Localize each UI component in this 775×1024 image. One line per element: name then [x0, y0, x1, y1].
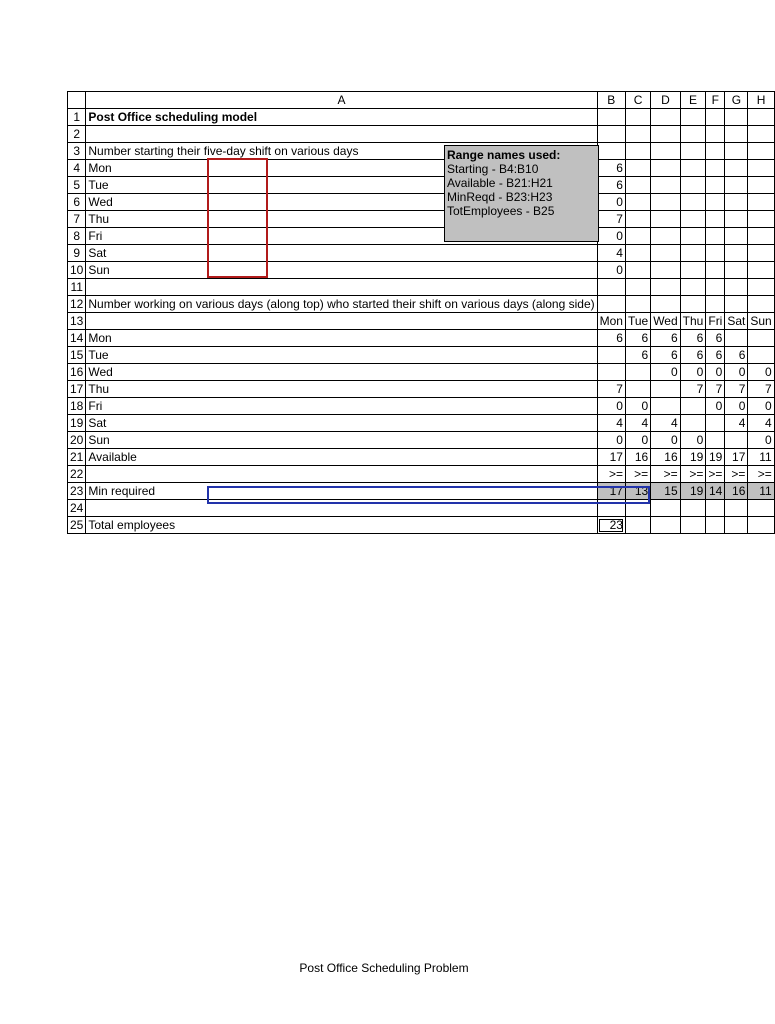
cell-value[interactable]: 0: [625, 432, 650, 449]
cell-value[interactable]: 0: [706, 364, 725, 381]
cell-value[interactable]: [625, 296, 650, 313]
cell-value[interactable]: [706, 177, 725, 194]
cell-label[interactable]: Available: [86, 449, 597, 466]
cell-label[interactable]: Post Office scheduling model: [86, 109, 597, 126]
cell-value[interactable]: [651, 279, 680, 296]
cell-value[interactable]: Wed: [651, 313, 680, 330]
sheet-row: [68, 347, 775, 364]
cell-value[interactable]: Sat: [725, 313, 748, 330]
cell-value[interactable]: 4: [625, 415, 650, 432]
cell-label[interactable]: Fri: [86, 398, 597, 415]
cell-value[interactable]: 11: [748, 483, 774, 500]
cell-label[interactable]: Min required: [86, 483, 597, 500]
cell-value[interactable]: [597, 279, 625, 296]
cell-value[interactable]: 0: [725, 364, 748, 381]
cell-value[interactable]: 0: [597, 398, 625, 415]
cell-value[interactable]: 6: [706, 330, 725, 347]
cell-value[interactable]: 6: [597, 330, 625, 347]
cell-value[interactable]: 0: [680, 364, 706, 381]
cell-value[interactable]: 6: [597, 160, 625, 177]
cell-value[interactable]: 0: [597, 262, 625, 279]
row-number[interactable]: 24: [68, 500, 86, 517]
cell-value[interactable]: [706, 415, 725, 432]
cell-value[interactable]: 17: [597, 483, 625, 500]
sheet-row: [68, 381, 775, 398]
cell-value[interactable]: 0: [725, 398, 748, 415]
cell-label[interactable]: [86, 500, 597, 517]
row-number[interactable]: 6: [68, 194, 86, 211]
column-header[interactable]: B: [597, 92, 625, 109]
range-note-line: MinReqd - B23:H23: [447, 190, 553, 204]
cell-value[interactable]: [725, 262, 748, 279]
cell-value[interactable]: [625, 126, 650, 143]
column-header[interactable]: F: [706, 92, 725, 109]
cell-value[interactable]: 7: [706, 381, 725, 398]
cell-value[interactable]: 16: [625, 449, 650, 466]
cell-value[interactable]: [706, 126, 725, 143]
cell-value[interactable]: [748, 347, 774, 364]
row-number[interactable]: 4: [68, 160, 86, 177]
cell-value[interactable]: [597, 500, 625, 517]
cell-value[interactable]: [748, 143, 774, 160]
cell-value[interactable]: [748, 262, 774, 279]
sheet-row: [68, 109, 775, 126]
cell-value[interactable]: 23: [597, 517, 625, 534]
column-header[interactable]: H: [748, 92, 774, 109]
cell-value[interactable]: [680, 143, 706, 160]
cell-value[interactable]: [597, 296, 625, 313]
cell-value[interactable]: [625, 279, 650, 296]
sheet-row: [68, 432, 775, 449]
cell-value[interactable]: [625, 194, 650, 211]
cell-value[interactable]: [651, 296, 680, 313]
row-number[interactable]: 1: [68, 109, 86, 126]
cell-value[interactable]: [725, 517, 748, 534]
cell-value[interactable]: [625, 160, 650, 177]
cell-value[interactable]: [706, 194, 725, 211]
cell-label[interactable]: [86, 279, 597, 296]
cell-label[interactable]: Wed: [86, 364, 597, 381]
cell-value[interactable]: [625, 364, 650, 381]
sheet-row: [68, 466, 775, 483]
cell-value[interactable]: [748, 126, 774, 143]
cell-label[interactable]: Sat: [86, 415, 597, 432]
cell-value[interactable]: [680, 160, 706, 177]
cell-value[interactable]: 14: [706, 483, 725, 500]
cell-value[interactable]: [625, 143, 650, 160]
column-header[interactable]: C: [625, 92, 650, 109]
cell-label[interactable]: Tue: [86, 347, 597, 364]
sheet-row: [68, 364, 775, 381]
cell-value[interactable]: [625, 177, 650, 194]
cell-label[interactable]: Mon: [86, 330, 597, 347]
cell-value[interactable]: [748, 279, 774, 296]
cell-value[interactable]: [725, 143, 748, 160]
row-number[interactable]: 7: [68, 211, 86, 228]
cell-value[interactable]: 4: [651, 415, 680, 432]
cell-value[interactable]: [651, 228, 680, 245]
cell-label[interactable]: Sat: [86, 245, 597, 262]
cell-value[interactable]: [706, 109, 725, 126]
cell-value[interactable]: [725, 177, 748, 194]
range-note-title: Range names used:: [447, 148, 561, 162]
cell-value[interactable]: [651, 177, 680, 194]
cell-value[interactable]: [651, 126, 680, 143]
cell-value[interactable]: 7: [597, 211, 625, 228]
cell-value[interactable]: [748, 296, 774, 313]
cell-value[interactable]: 7: [748, 381, 774, 398]
cell-value[interactable]: [651, 109, 680, 126]
row-number[interactable]: 2: [68, 126, 86, 143]
cell-value[interactable]: [725, 330, 748, 347]
cell-value[interactable]: 13: [625, 483, 650, 500]
row-number[interactable]: 25: [68, 517, 86, 534]
cell-value[interactable]: [651, 194, 680, 211]
cell-value[interactable]: [680, 228, 706, 245]
cell-value[interactable]: 4: [597, 415, 625, 432]
row-number[interactable]: 19: [68, 415, 86, 432]
cell-value[interactable]: 4: [597, 245, 625, 262]
column-header-row: [68, 92, 775, 109]
sheet-row: [68, 194, 775, 211]
cell-value[interactable]: [748, 177, 774, 194]
cell-value[interactable]: >=: [725, 466, 748, 483]
sheet-row: [68, 449, 775, 466]
cell-value[interactable]: [748, 109, 774, 126]
cell-value[interactable]: [680, 177, 706, 194]
cell-value[interactable]: [706, 517, 725, 534]
cell-value[interactable]: 4: [748, 415, 774, 432]
cell-value[interactable]: [725, 211, 748, 228]
sheet-row: [68, 279, 775, 296]
cell-value[interactable]: 7: [725, 381, 748, 398]
cell-value[interactable]: 16: [725, 483, 748, 500]
row-number[interactable]: 23: [68, 483, 86, 500]
cell-value[interactable]: [748, 194, 774, 211]
cell-label[interactable]: Thu: [86, 381, 597, 398]
cell-value[interactable]: [680, 415, 706, 432]
cell-value[interactable]: 19: [680, 483, 706, 500]
cell-value[interactable]: Thu: [680, 313, 706, 330]
cell-value[interactable]: [625, 109, 650, 126]
cell-value[interactable]: [597, 143, 625, 160]
cell-value[interactable]: 19: [680, 449, 706, 466]
cell-value[interactable]: [651, 381, 680, 398]
row-number[interactable]: 15: [68, 347, 86, 364]
cell-value[interactable]: 0: [625, 398, 650, 415]
cell-value[interactable]: [651, 262, 680, 279]
sheet-row: [68, 296, 775, 313]
cell-value[interactable]: 17: [725, 449, 748, 466]
cell-value[interactable]: [597, 126, 625, 143]
cell-label[interactable]: Mon: [86, 160, 597, 177]
cell-value[interactable]: [651, 398, 680, 415]
sheet-row: [68, 160, 775, 177]
cell-value[interactable]: [748, 500, 774, 517]
row-number[interactable]: 12: [68, 296, 86, 313]
cell-value[interactable]: [706, 262, 725, 279]
cell-value[interactable]: [680, 262, 706, 279]
cell-value[interactable]: [597, 109, 625, 126]
cell-value[interactable]: [680, 500, 706, 517]
cell-value[interactable]: [625, 517, 650, 534]
cell-value[interactable]: [680, 245, 706, 262]
cell-value[interactable]: [706, 160, 725, 177]
cell-label[interactable]: Fri: [86, 228, 597, 245]
cell-value[interactable]: [748, 245, 774, 262]
cell-label[interactable]: Sun: [86, 262, 597, 279]
cell-value[interactable]: [680, 194, 706, 211]
sheet-row: [68, 143, 775, 160]
sheet-row: [68, 330, 775, 347]
cell-value[interactable]: 0: [748, 432, 774, 449]
cell-value[interactable]: 0: [706, 398, 725, 415]
cell-value[interactable]: 16: [651, 449, 680, 466]
sheet-row: [68, 415, 775, 432]
cell-value[interactable]: [597, 347, 625, 364]
row-number[interactable]: 14: [68, 330, 86, 347]
cell-value[interactable]: [706, 296, 725, 313]
cell-value[interactable]: Sun: [748, 313, 774, 330]
row-number[interactable]: 10: [68, 262, 86, 279]
cell-value[interactable]: [625, 500, 650, 517]
cell-value[interactable]: [651, 500, 680, 517]
cell-value[interactable]: [725, 160, 748, 177]
cell-value[interactable]: [680, 398, 706, 415]
row-number[interactable]: 5: [68, 177, 86, 194]
cell-label[interactable]: [86, 126, 597, 143]
sheet-row: [68, 228, 775, 245]
cell-value[interactable]: 6: [651, 330, 680, 347]
cell-value[interactable]: 6: [651, 347, 680, 364]
sheet-body: [68, 109, 775, 534]
cell-value[interactable]: [725, 126, 748, 143]
cell-value[interactable]: 7: [680, 381, 706, 398]
cell-label[interactable]: Total employees: [86, 517, 597, 534]
corner-cell[interactable]: [68, 92, 86, 109]
row-number[interactable]: 8: [68, 228, 86, 245]
cell-value[interactable]: 6: [680, 330, 706, 347]
sheet-row: [68, 313, 775, 330]
cell-label[interactable]: Thu: [86, 211, 597, 228]
cell-value[interactable]: 0: [597, 228, 625, 245]
cell-value[interactable]: 7: [597, 381, 625, 398]
row-number[interactable]: 22: [68, 466, 86, 483]
range-names-note: [444, 145, 599, 242]
cell-value[interactable]: [725, 279, 748, 296]
range-note-line: TotEmployees - B25: [447, 204, 555, 218]
cell-value[interactable]: Fri: [706, 313, 725, 330]
cell-value[interactable]: [706, 143, 725, 160]
cell-value[interactable]: >=: [706, 466, 725, 483]
cell-value[interactable]: >=: [597, 466, 625, 483]
sheet-row: [68, 500, 775, 517]
column-header[interactable]: D: [651, 92, 680, 109]
cell-label[interactable]: Tue: [86, 177, 597, 194]
sheet-row: [68, 211, 775, 228]
cell-label[interactable]: [86, 313, 597, 330]
cell-label[interactable]: Number working on various days (along top) who started their shift on various days (along side): [86, 296, 597, 313]
cell-value[interactable]: [725, 500, 748, 517]
cell-value[interactable]: [625, 228, 650, 245]
cell-value[interactable]: [680, 296, 706, 313]
page-footer: Post Office Scheduling Problem: [299, 961, 469, 975]
cell-value[interactable]: >=: [748, 466, 774, 483]
cell-value[interactable]: 6: [706, 347, 725, 364]
row-number[interactable]: 9: [68, 245, 86, 262]
cell-value[interactable]: [748, 211, 774, 228]
sheet-row: [68, 126, 775, 143]
cell-value[interactable]: [725, 228, 748, 245]
column-header[interactable]: E: [680, 92, 706, 109]
sheet-row: [68, 398, 775, 415]
cell-value[interactable]: 4: [725, 415, 748, 432]
cell-label[interactable]: Number starting their five-day shift on various days: [86, 143, 597, 160]
cell-value[interactable]: [748, 228, 774, 245]
cell-value[interactable]: 15: [651, 483, 680, 500]
cell-value[interactable]: [748, 330, 774, 347]
cell-value[interactable]: [651, 160, 680, 177]
cell-value[interactable]: [725, 296, 748, 313]
cell-value[interactable]: [680, 279, 706, 296]
cell-value[interactable]: 0: [597, 194, 625, 211]
cell-value[interactable]: [706, 500, 725, 517]
cell-label[interactable]: Sun: [86, 432, 597, 449]
cell-value[interactable]: [651, 211, 680, 228]
cell-value[interactable]: [706, 279, 725, 296]
cell-value[interactable]: [651, 245, 680, 262]
cell-value[interactable]: [625, 262, 650, 279]
cell-value[interactable]: [597, 364, 625, 381]
cell-value[interactable]: >=: [625, 466, 650, 483]
cell-value[interactable]: [706, 245, 725, 262]
cell-value[interactable]: [651, 143, 680, 160]
column-header[interactable]: A: [86, 92, 597, 109]
range-note-line: Starting - B4:B10: [447, 162, 539, 176]
cell-value[interactable]: 6: [625, 347, 650, 364]
cell-value[interactable]: >=: [651, 466, 680, 483]
sheet-row: [68, 517, 775, 534]
row-number[interactable]: 21: [68, 449, 86, 466]
row-number[interactable]: 11: [68, 279, 86, 296]
cell-value[interactable]: >=: [680, 466, 706, 483]
sheet-row: [68, 245, 775, 262]
cell-value[interactable]: 6: [625, 330, 650, 347]
cell-value[interactable]: 0: [651, 364, 680, 381]
cell-value[interactable]: 0: [597, 432, 625, 449]
sheet-row: [68, 483, 775, 500]
sheet-row: [68, 177, 775, 194]
row-number[interactable]: 18: [68, 398, 86, 415]
cell-label[interactable]: [86, 466, 597, 483]
cell-value[interactable]: [725, 432, 748, 449]
row-number[interactable]: 17: [68, 381, 86, 398]
sheet-row: [68, 262, 775, 279]
cell-value[interactable]: [725, 245, 748, 262]
cell-value[interactable]: [748, 517, 774, 534]
cell-value[interactable]: [748, 160, 774, 177]
cell-value[interactable]: [706, 432, 725, 449]
cell-value[interactable]: 6: [725, 347, 748, 364]
cell-value[interactable]: 19: [706, 449, 725, 466]
cell-value[interactable]: 11: [748, 449, 774, 466]
cell-value[interactable]: 0: [748, 364, 774, 381]
cell-value[interactable]: [680, 126, 706, 143]
cell-value[interactable]: 0: [748, 398, 774, 415]
cell-value[interactable]: [625, 211, 650, 228]
row-number[interactable]: 13: [68, 313, 86, 330]
cell-value[interactable]: 6: [597, 177, 625, 194]
cell-value[interactable]: [680, 109, 706, 126]
cell-value[interactable]: [625, 245, 650, 262]
cell-label[interactable]: Wed: [86, 194, 597, 211]
cell-value[interactable]: 17: [597, 449, 625, 466]
cell-value[interactable]: 0: [651, 432, 680, 449]
row-number[interactable]: 3: [68, 143, 86, 160]
cell-value[interactable]: 6: [680, 347, 706, 364]
cell-value[interactable]: [725, 194, 748, 211]
row-number[interactable]: 20: [68, 432, 86, 449]
cell-value[interactable]: [725, 109, 748, 126]
cell-value[interactable]: [651, 517, 680, 534]
cell-value[interactable]: [680, 517, 706, 534]
cell-value[interactable]: [680, 211, 706, 228]
range-note-line: Available - B21:H21: [447, 176, 553, 190]
cell-value[interactable]: [706, 211, 725, 228]
cell-value[interactable]: Mon: [597, 313, 625, 330]
cell-value[interactable]: [625, 381, 650, 398]
column-header[interactable]: G: [725, 92, 748, 109]
spreadsheet-grid: [67, 91, 775, 534]
cell-value[interactable]: [706, 228, 725, 245]
row-number[interactable]: 16: [68, 364, 86, 381]
cell-value[interactable]: Tue: [625, 313, 650, 330]
cell-value[interactable]: 0: [680, 432, 706, 449]
